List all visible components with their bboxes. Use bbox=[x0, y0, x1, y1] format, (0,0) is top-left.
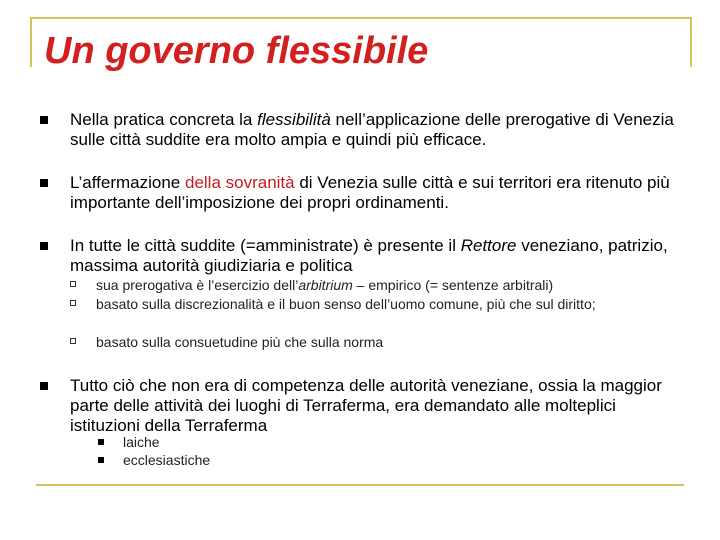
bullet-text-1: Nella pratica concreta la flessibilità nell’applicazione delle prerogative di Venezia sulle città suddite era molto ampia e quindi più efficace. bbox=[70, 110, 674, 149]
frame-left-line bbox=[30, 17, 32, 67]
slide-title: Un governo flessibile bbox=[44, 30, 429, 72]
sub-text: sua prerogativa è l’esercizio dell’arbitrium – empirico (= sentenze arbitrali) bbox=[96, 277, 554, 293]
sub-text: basato sulla discrezionalità e il buon senso dell’uomo comune, più che sul diritto; bbox=[96, 296, 596, 312]
frame-bottom-line bbox=[36, 484, 684, 486]
frame-top-line bbox=[30, 17, 692, 19]
sub-text: laiche bbox=[123, 434, 160, 450]
frame-right-line bbox=[690, 17, 692, 67]
hollow-square-bullet-icon bbox=[70, 281, 76, 287]
bullet-text-3: In tutte le città suddite (=amministrate) è presente il Rettore veneziano, patrizio, massima autorità giudiziaria e politica bbox=[70, 236, 668, 275]
square-bullet-icon bbox=[40, 382, 48, 390]
square-bullet-icon bbox=[98, 457, 104, 463]
square-bullet-icon bbox=[98, 439, 104, 445]
hollow-square-bullet-icon bbox=[70, 338, 76, 344]
sub-text: ecclesiastiche bbox=[123, 452, 211, 468]
bullet-text-4: Tutto ciò che non era di competenza delle autorità veneziane, ossia la maggior parte delle attività dei luoghi di Terraferma, era demandato alle molteplici istituzioni della Terraferma bbox=[70, 376, 662, 435]
square-bullet-icon bbox=[40, 179, 48, 187]
bullet-text-2: L’affermazione della sovranità di Venezia sulle città e sui territori era ritenuto più importante dell’imposizione dei propri ordinamenti. bbox=[70, 173, 670, 212]
square-bullet-icon bbox=[40, 242, 48, 250]
sub-text: basato sulla consuetudine più che sulla norma bbox=[96, 334, 384, 350]
square-bullet-icon bbox=[40, 116, 48, 124]
hollow-square-bullet-icon bbox=[70, 300, 76, 306]
highlighted-text: della sovranità bbox=[184, 173, 295, 192]
